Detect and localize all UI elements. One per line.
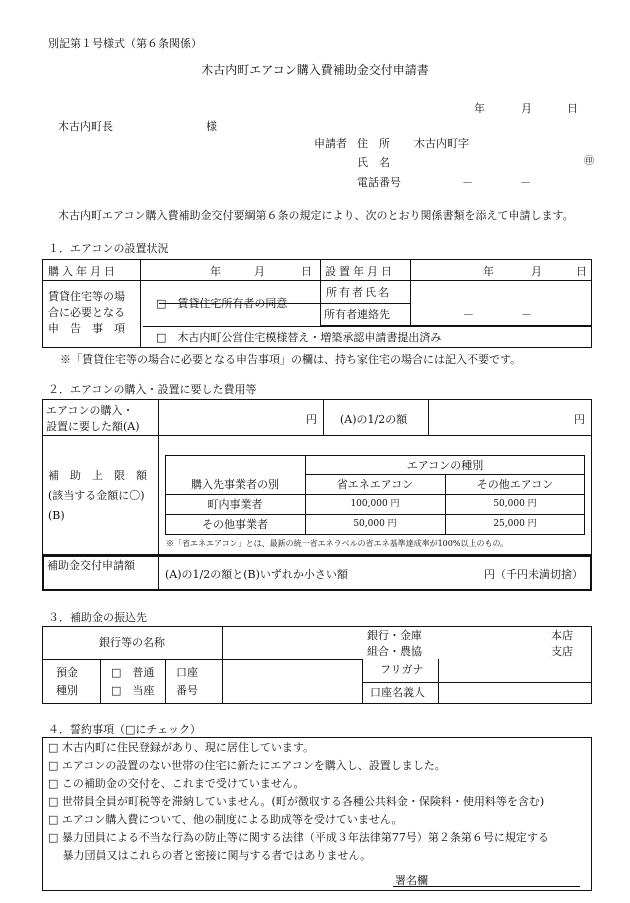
purchase-date-label: 購入年月日 <box>48 265 118 278</box>
limit-label-line1: 補 助 上 限 額 <box>48 469 147 482</box>
install-month: 月 <box>531 265 542 278</box>
address-value: 木古内町字 <box>414 137 469 150</box>
branch-main-label: 本店 <box>551 629 573 642</box>
phone-label: 電話番号 <box>357 176 401 189</box>
install-year: 年 <box>483 265 494 278</box>
address-label: 住 所 <box>357 137 390 150</box>
owner-contact-dash-1: － <box>463 308 474 321</box>
pledge-item[interactable]: □ この補助金の交付を、これまで受けていません。 <box>48 777 305 790</box>
pledge-item[interactable]: □ 暴力団員による不当な行為の防止等に関する法律（平成３年法律第77号）第２条第６号に規定する <box>48 831 549 844</box>
seal-mark: ㊞ <box>584 156 594 167</box>
eco-ac-note: ※「省エネエアコン」とは、最新の統一省エネラベルの省エネ基準達成率が100%以上のもの。 <box>166 539 509 548</box>
install-day: 日 <box>576 265 587 278</box>
branch-sub-label: 支店 <box>551 645 573 658</box>
limit-label-line3: (B) <box>48 509 65 522</box>
rental-label-line2: 合に必要となる <box>48 306 125 319</box>
current-account-checkbox[interactable]: □ 当座 <box>111 684 155 697</box>
rental-label-line1: 賃貸住宅等の場 <box>48 290 125 303</box>
date-year-label: 年 <box>474 102 485 115</box>
request-amount-desc: (A)の1/2の額と(B)いずれか小さい額 <box>165 568 348 581</box>
section-4-title: ４．誓約事項（□にチェック） <box>48 723 202 736</box>
deposit-type-label-1: 預金 <box>56 666 78 679</box>
other-ac-header: その他エアコン <box>476 478 554 491</box>
deposit-type-label-2: 種別 <box>56 684 78 697</box>
date-day-label: 日 <box>567 102 578 115</box>
limit-row-vendor: 町内事業者 <box>207 498 263 511</box>
section-2-title: ２．エアコンの購入・設置に要した費用等 <box>48 383 257 396</box>
request-amount-label: 補助金交付申請額 <box>47 559 135 572</box>
owner-contact-dash-2: － <box>521 308 532 321</box>
pledge-item[interactable]: □ 世帯員全員が町税等を滞納していません。(町が徴収する各種公共料金・保険料・使用料等を含む) <box>48 795 545 808</box>
bank-name-label: 銀行等の名称 <box>99 636 165 649</box>
limit-label-line2: (該当する金額に〇) <box>48 489 145 502</box>
pledge-item[interactable]: □ エアコン購入費について、他の制度による助成等を受けていません。 <box>48 813 403 826</box>
limit-row-eco: 100,000 円 <box>350 499 400 509</box>
signature-line[interactable] <box>393 886 580 887</box>
applicant-label: 申請者 <box>314 137 347 150</box>
addressee: 木古内町長 <box>58 120 113 133</box>
section-1-title: １．エアコンの設置状況 <box>48 242 169 255</box>
intro-text: 木古内町エアコン購入費補助金交付要綱第６条の規定により、次のとおり関係書類を添えて申請します。 <box>58 209 574 222</box>
date-month-label: 月 <box>521 102 532 115</box>
install-date-label: 設置年月日 <box>325 265 395 278</box>
honorific: 様 <box>206 120 217 133</box>
bank-types-line2: 組合・農協 <box>367 645 422 658</box>
bank-types-line1: 銀行・金庫 <box>367 629 422 642</box>
form-number: 別記第１号様式（第６条関係） <box>48 37 202 50</box>
purchase-year: 年 <box>210 265 221 278</box>
phone-dash-1: － <box>462 176 473 189</box>
ac-type-header: エアコンの種別 <box>406 459 484 472</box>
purchase-month: 月 <box>254 265 265 278</box>
furigana-label: フリガナ <box>380 663 424 676</box>
public-housing-checkbox[interactable]: □ 木古内町公営住宅模様替え・増築承認申請書提出済み <box>156 331 442 344</box>
cost-label-line2: 設置に要した額(A) <box>46 420 140 433</box>
phone-dash-2: － <box>520 176 531 189</box>
pledge-item[interactable]: □ 木古内町に住民登録があり、現に居住しています。 <box>48 741 315 754</box>
ordinary-account-checkbox[interactable]: □ 普通 <box>111 666 155 679</box>
section-3-title: ３．補助金の振込先 <box>48 611 147 624</box>
owner-consent-checkbox[interactable]: □ 賃貸住宅所有者の同意 <box>156 297 288 310</box>
rental-label-line3: 申 告 事 項 <box>48 322 125 335</box>
pledge-item[interactable]: □ エアコンの設置のない世帯の住宅に新たにエアコンを購入し、設置しました。 <box>48 759 446 772</box>
signature-label: 署名欄 <box>395 874 428 887</box>
name-label: 氏 名 <box>357 156 390 169</box>
limit-row-vendor: その他事業者 <box>202 518 268 531</box>
account-holder-label: 口座名義人 <box>370 686 425 699</box>
limit-row-eco: 50,000 円 <box>353 519 397 529</box>
account-number-label-1: 口座 <box>176 666 198 679</box>
purchase-day: 日 <box>301 265 312 278</box>
vendor-type-header: 購入先事業者の別 <box>191 478 279 491</box>
half-amount-label: (A)の1/2の額 <box>340 413 408 426</box>
limit-row-other: 25,000 円 <box>493 519 537 529</box>
document-title: 木古内町エアコン購入費補助金交付申請書 <box>201 63 429 77</box>
limit-row-other: 50,000 円 <box>493 499 537 509</box>
owner-contact-label: 所有者連絡先 <box>324 308 390 321</box>
half-yen: 円 <box>574 413 585 426</box>
request-amount-yen: 円（千円未満切捨） <box>484 568 583 581</box>
cost-yen: 円 <box>306 413 317 426</box>
section-1-note: ※「賃貸住宅等の場合に必要となる申告事項」の欄は、持ち家住宅の場合には記入不要です。 <box>60 353 522 366</box>
cost-label-line1: エアコンの購入・ <box>46 404 134 417</box>
account-number-label-2: 番号 <box>176 684 198 697</box>
pledge-item-continued: 暴力団員又はこれらの者と密接に関与する者ではありません。 <box>48 849 372 862</box>
owner-name-label: 所有者氏名 <box>326 286 391 299</box>
eco-ac-header: 省エネエアコン <box>336 478 414 491</box>
